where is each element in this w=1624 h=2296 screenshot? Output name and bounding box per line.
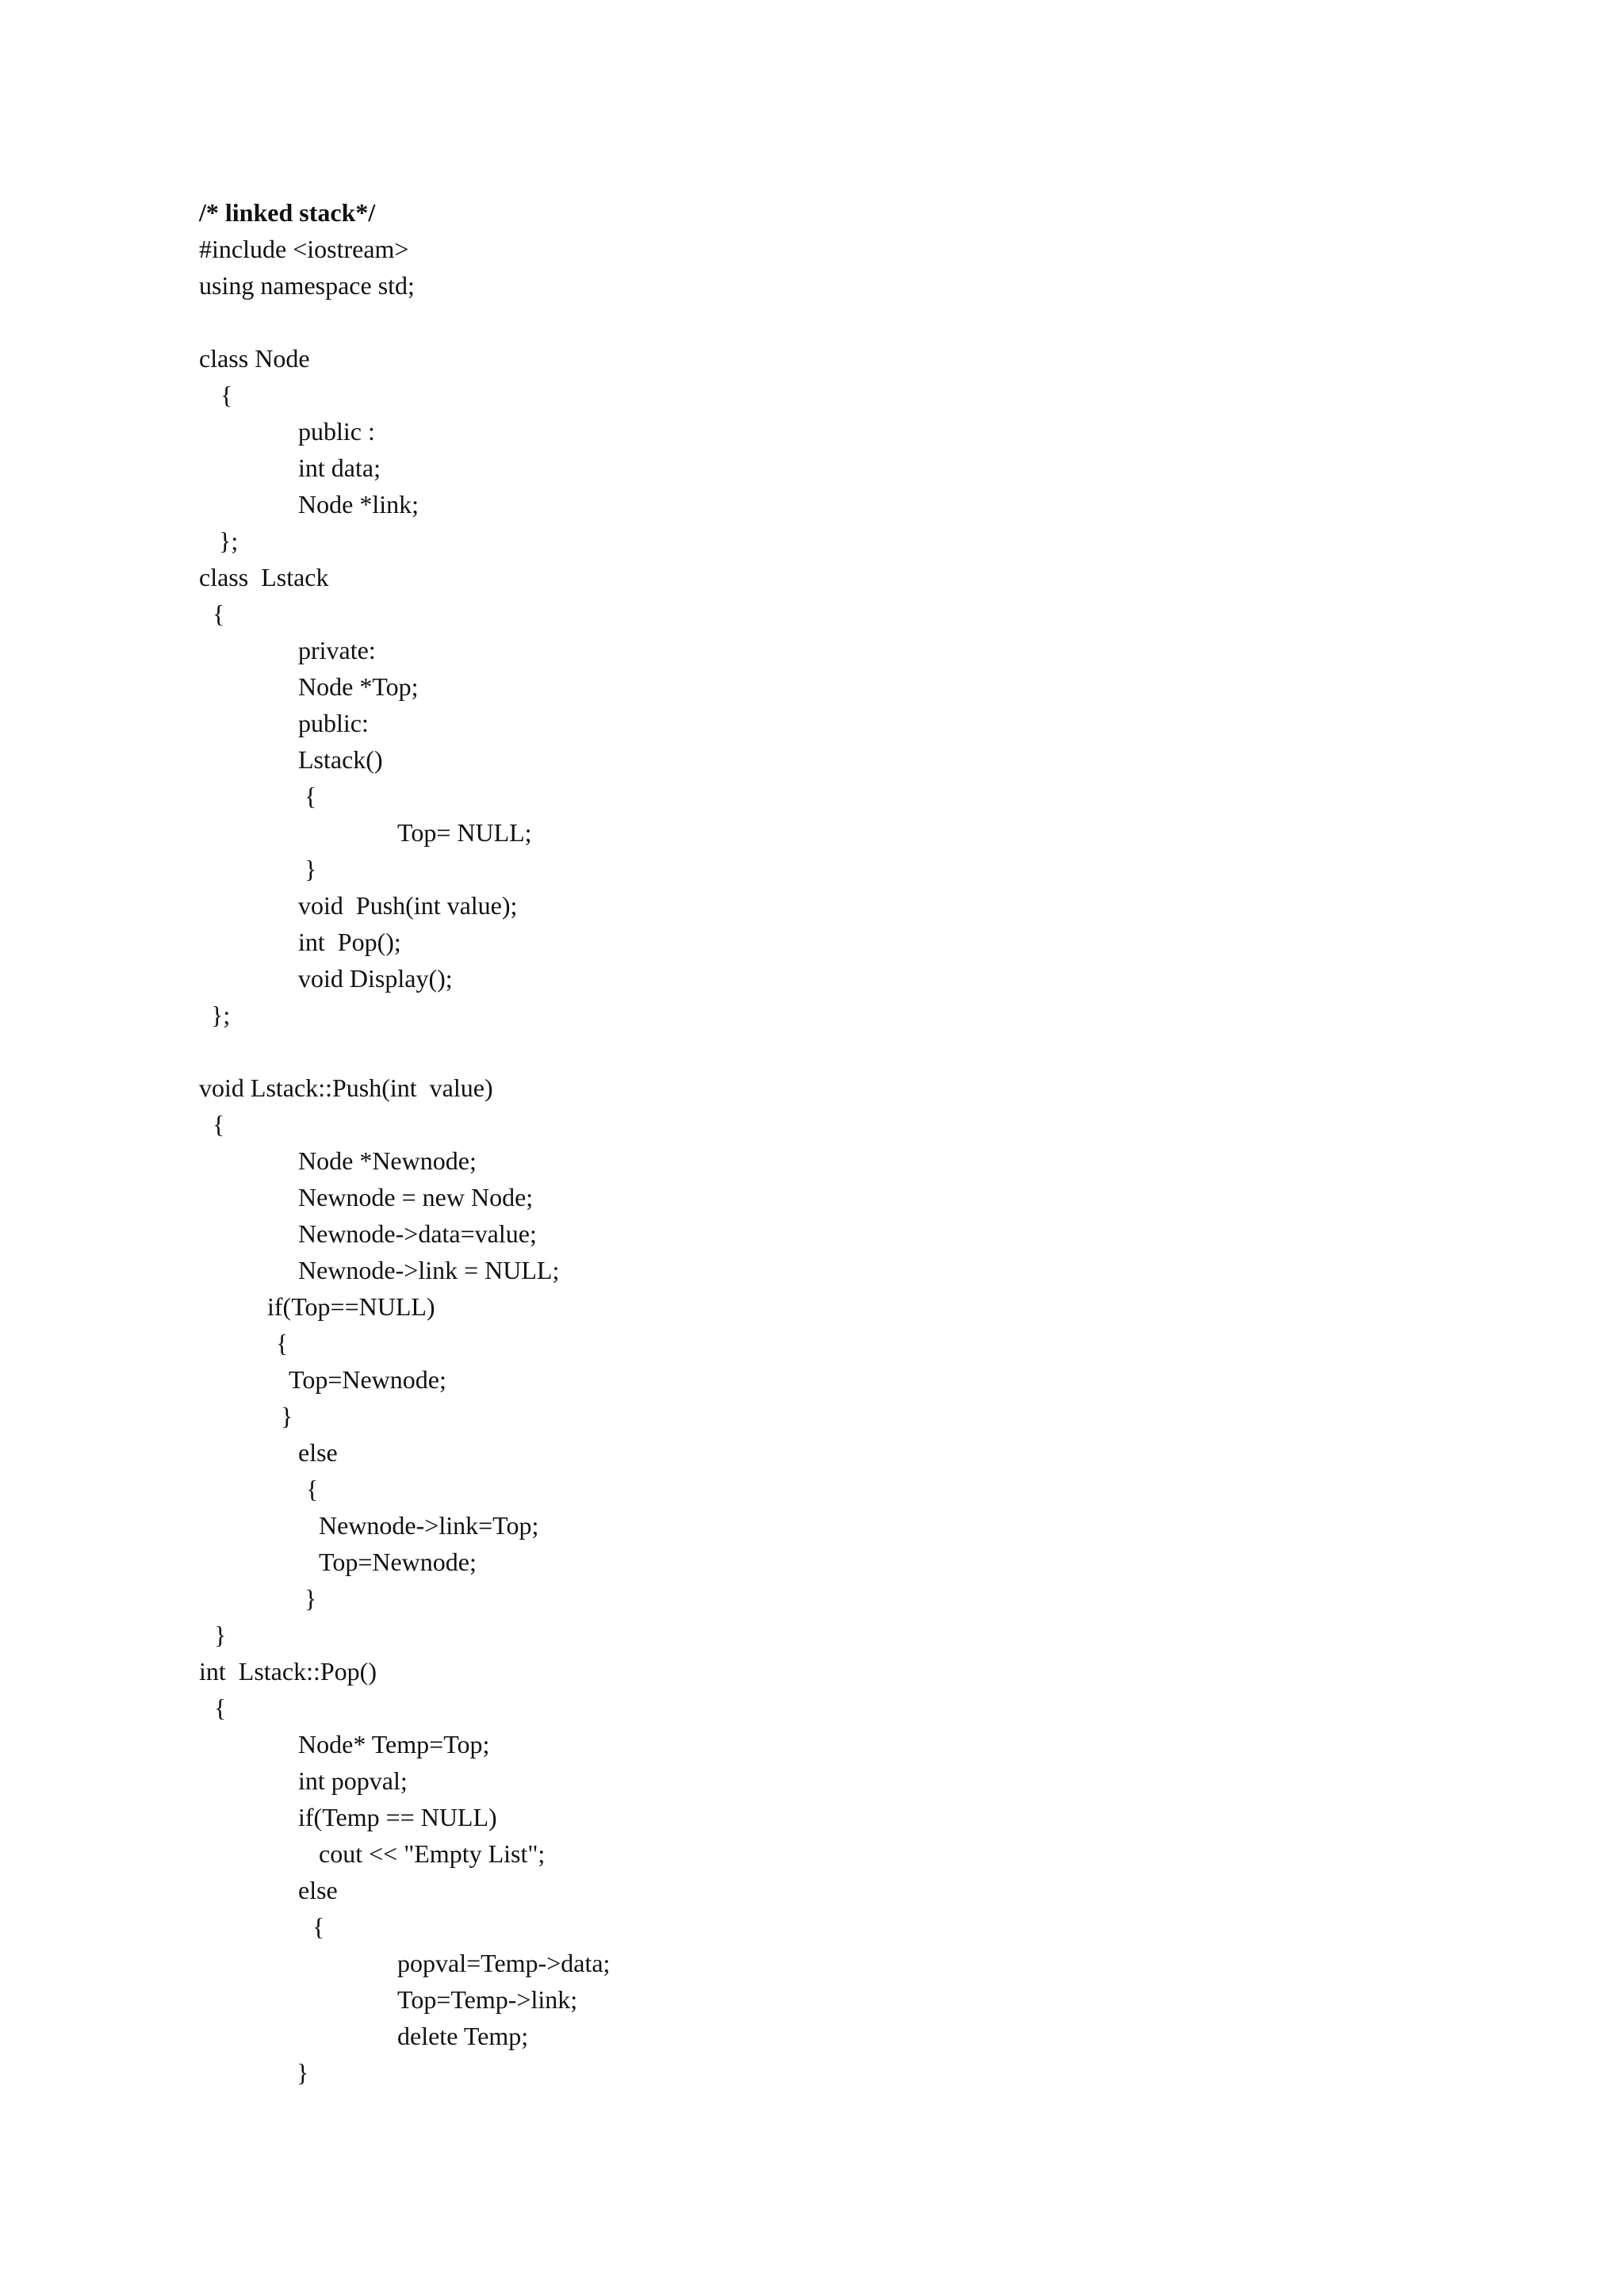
code-line: Top=Newnode;	[289, 1365, 446, 1394]
code-line: int data;	[298, 453, 381, 482]
code-line: else	[298, 1438, 338, 1467]
code-line: Newnode = new Node;	[298, 1183, 534, 1211]
code-line: int Lstack::Pop()	[199, 1657, 377, 1686]
code-line: Newnode->link=Top;	[319, 1511, 539, 1540]
code-line: Node *link;	[298, 490, 419, 519]
code-line: class Lstack	[199, 563, 329, 591]
code-line: int popval;	[298, 1766, 408, 1795]
code-line: {	[213, 1110, 225, 1138]
code-line: Node* Temp=Top;	[298, 1730, 490, 1758]
code-line: popval=Temp->data;	[397, 1949, 611, 1977]
code-line: delete Temp;	[397, 2022, 529, 2050]
code-line: int Pop();	[298, 928, 401, 956]
code-line: class Node	[199, 344, 310, 373]
code-line: Node *Newnode;	[298, 1146, 477, 1175]
code-line: #include <iostream>	[199, 235, 409, 263]
code-line-comment-title: /* linked stack*/	[199, 198, 376, 227]
code-line: using namespace std;	[199, 271, 415, 300]
code-line: }	[304, 855, 317, 883]
code-line: void Push(int value);	[298, 891, 518, 920]
code-line: {	[312, 1912, 325, 1941]
code-line: public :	[298, 417, 375, 446]
code-line: Top=Newnode;	[319, 1548, 477, 1576]
code-line: Node *Top;	[298, 672, 419, 701]
code-line: Newnode->data=value;	[298, 1219, 537, 1248]
code-line: void Lstack::Push(int value)	[199, 1073, 493, 1102]
code-line: void Display();	[298, 964, 453, 993]
code-line: if(Temp == NULL)	[298, 1803, 497, 1831]
code-line: }	[304, 1584, 317, 1613]
code-line: if(Top==NULL)	[267, 1292, 435, 1321]
code-line: }	[297, 2058, 309, 2087]
code-line: {	[214, 1693, 227, 1722]
code-line: else	[298, 1876, 338, 1904]
code-line: }	[214, 1621, 227, 1649]
code-line: }	[281, 1402, 293, 1430]
code-line: Top=Temp->link;	[397, 1985, 578, 2014]
code-line: cout << "Empty List";	[319, 1839, 546, 1868]
code-line: private:	[298, 636, 376, 664]
code-line: Newnode->link = NULL;	[298, 1256, 560, 1284]
code-line: {	[276, 1329, 289, 1357]
code-line: Top= NULL;	[397, 818, 532, 847]
code-line: Lstack()	[298, 745, 383, 774]
code-line: {	[306, 1475, 319, 1503]
code-line: {	[213, 599, 225, 628]
code-line: };	[219, 526, 239, 555]
code-line: {	[220, 381, 233, 409]
code-line: public:	[298, 709, 369, 737]
code-line: };	[211, 1001, 231, 1029]
code-line: {	[304, 782, 317, 810]
